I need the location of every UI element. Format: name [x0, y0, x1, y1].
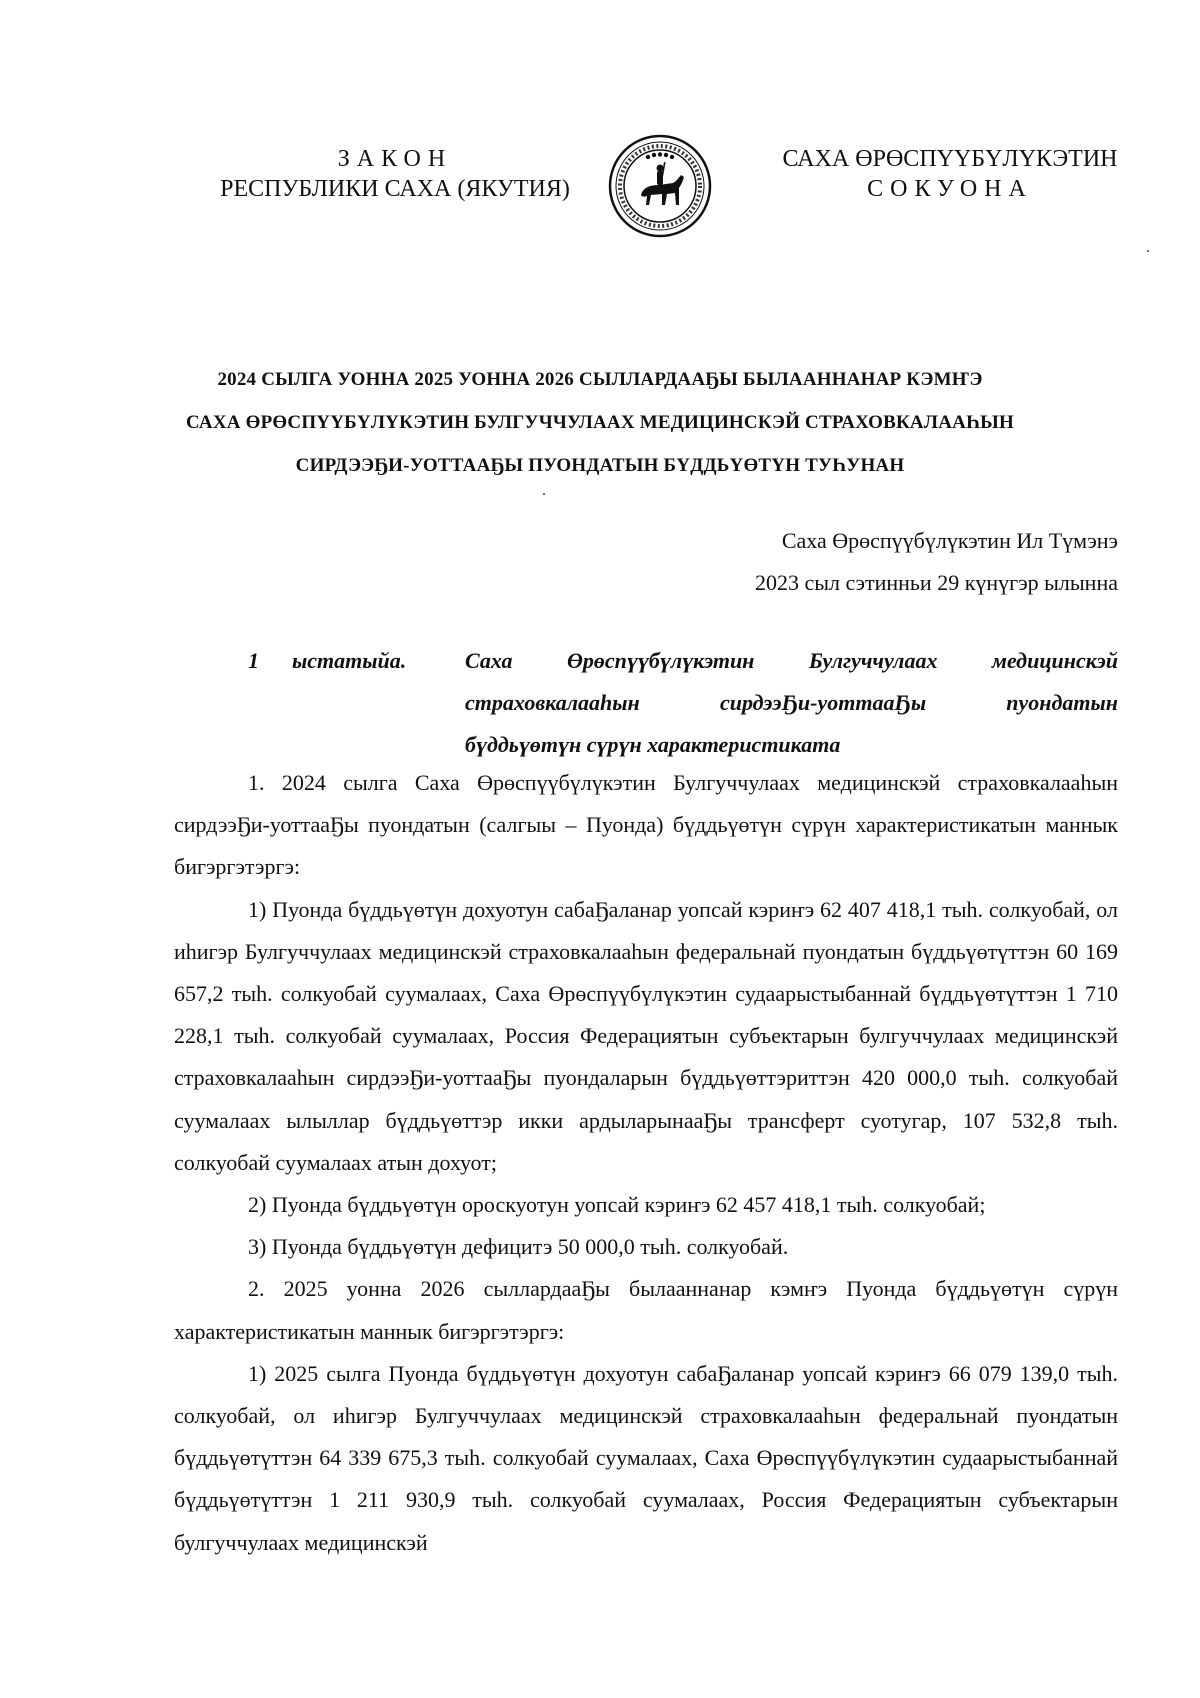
- law-title: [140, 358, 1060, 487]
- law-title-line-1: 2024 СЫЛГА УОННА 2025 УОННА 2026 СЫЛЛАРДААҔЫ БЫЛААННАНАР КЭМҤЭ: [217, 369, 983, 390]
- paragraph: 1) 2025 сылга Пуонда бүддьүөтүн дохуотун сабаҔаланар уопсай кэриҥэ 66 079 139,0 тыһ. солкуобай, ол иһигэр Булгуччулаах медицинскэй страховкалааһын федеральнай пуондатын бүддьүөтүттэн 64 339 675,3 тыһ. солкуобай суумалаах, Саха Өрөспүүбүлүкэтин судаарыстыбаннай бүддьүөтүттэн 1 211 930,9 тыһ. солкуобай суумалаах, Россия Федерациятын субъектарын булгуччулаах медицинскэй: [174, 1360, 1118, 1555]
- paragraph: 3) Пуонда бүддьүөтүн дефицитэ 50 000,0 тыһ. солкуобай.: [248, 1234, 789, 1260]
- adoption-block: [755, 520, 1118, 604]
- scan-speck: [1147, 250, 1149, 252]
- adoption-date: 2023 сыл сэтинньи 29 күнүгэр ылынна: [754, 570, 1118, 595]
- article-title-line-3: бүддьүөтүн сүрүн характеристиката: [465, 732, 841, 757]
- adopting-body: Саха Өрөспүүбүлүкэтин Ил Түмэнэ: [781, 528, 1118, 553]
- article-number: 1: [248, 648, 259, 673]
- emblem-seal-icon: [607, 133, 713, 239]
- header-left: [185, 144, 605, 204]
- paragraph: 1. 2024 сылга Саха Өрөспүүбүлүкэтин Булгуччулаах медицинскэй страховкалааһын сирдээҔи-уоттааҔы пуондатын (салгыы – Пуонда) бүддьүөтүн сүрүн характеристикатын маннык бигэргэтэргэ:: [174, 770, 1118, 880]
- article-word: ыстатыйа.: [292, 648, 407, 673]
- header-right-title: САХА ӨРӨСПҮҮБҮЛҮКЭТИН: [782, 146, 1118, 172]
- header-right-subtitle: СОКУОНА: [867, 176, 1033, 202]
- header-left-title: ЗАКОН: [337, 146, 453, 172]
- article-title: [465, 640, 1118, 766]
- paragraph: 2. 2025 уонна 2026 сыллардааҔы былааннанар кэмҥэ Пуонда бүддьүөтүн сүрүн характеристикатын маннык бигэргэтэргэ:: [174, 1276, 1118, 1344]
- law-title-line-3: СИРДЭЭҔИ-УОТТААҔЫ ПУОНДАТЫН БҮДДЬҮӨТҮН ТУҺУНАН: [295, 455, 905, 476]
- paragraph: 1) Пуонда бүддьүөтүн дохуотун сабаҔаланар уопсай кэриҥэ 62 407 418,1 тыһ. солкуобай, ол иһигэр Булгуччулаах медицинскэй страховкалааһын федеральнай пуондатын бүддьүөтүттэн 60 169 657,2 тыһ. солкуобай суумалаах, Саха Өрөспүүбүлүкэтин судаарыстыбаннай бүддьүөтүттэн 1 710 228,1 тыһ. солкуобай суумалаах, Россия Федерациятын субъектарын булгуччулаах медицинскэй страховкалааһын сирдээҔи-уоттааҔы пуондаларын бүддьүөттэриттэн 420 000,0 тыһ. солкуобай суумалаах ылыллар бүддьүөттэр икки ардыларынааҔы трансферт суотугар, 107 532,8 тыһ. солкуобай суумалаах атын дохуот;: [174, 896, 1118, 1175]
- law-title-line-2: САХА ӨРӨСПҮҮБҮЛҮКЭТИН БУЛГУЧЧУЛААХ МЕДИЦИНСКЭЙ СТРАХОВКАЛААҺЫН: [185, 412, 1015, 433]
- header-right: [755, 144, 1145, 204]
- paragraph: 2) Пуонда бүддьүөтүн ороскуотун уопсай кэриҥэ 62 457 418,1 тыһ. солкуобай;: [248, 1192, 986, 1218]
- article-body: [174, 762, 1118, 1564]
- article-title-line-1: Саха Өрөспүүбүлүкэтин Булгуччулаах медицинскэй: [465, 648, 1118, 673]
- scan-speck: [543, 493, 545, 495]
- header-left-subtitle: РЕСПУБЛИКИ САХА (ЯКУТИЯ): [220, 176, 570, 202]
- article-title-line-2: страховкалааһын сирдээҔи-уоттааҔы пуондатын: [465, 690, 1118, 715]
